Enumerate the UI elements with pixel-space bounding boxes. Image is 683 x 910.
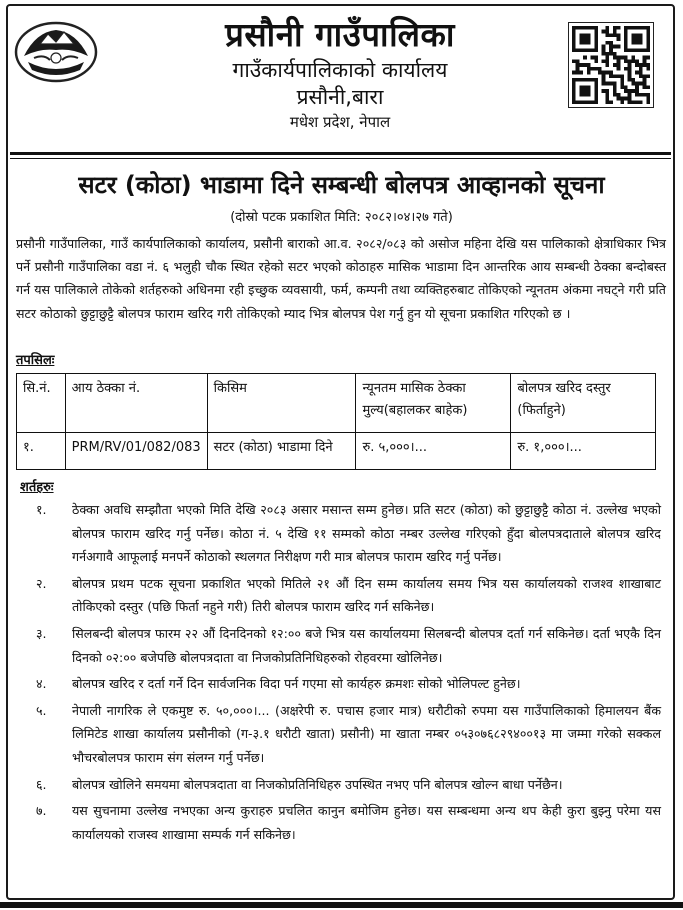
- cell-fee: रु. १,०००।...: [511, 433, 656, 470]
- list-item: [36, 699, 661, 770]
- term-number: २.: [36, 575, 47, 591]
- term-number: ४.: [36, 676, 47, 692]
- col-header-type: किसिम: [207, 374, 356, 433]
- term-text: ठेक्का अवधि सम्झौता भएको मिति देखि २०८३ असार मसान्त सम्म हुनेछ। प्रति सटर (कोठा) को छुट्टाछुट्टै कोठा नं. उल्लेख भएको बोलपत्र फाराम खरिद गर्नु पर्नेछ। कोठा नं. ५ देखि ११ सम्मको कोठा नम्बर उल्लेख गरिएको हुँदा बोलपत्रदाताले बोलपत्र खरिद गर्नअगावै आफूलाई मनपर्ने कोठाको स्थलगत निरीक्षण गरी मात्र बोलपत्र फाराम खरिद गर्नु पर्नेछ।: [72, 502, 661, 565]
- cell-contract-no: PRM/RV/01/082/083: [65, 433, 207, 470]
- col-header-min-rent: न्यूनतम मासिक ठेक्का मुल्य(बहालकर बाहेक): [356, 374, 511, 433]
- term-text: बोलपत्र प्रथम पटक सूचना प्रकाशित भएको मितिले २१ औं दिन सम्म कार्यालय समय भित्र यस कार्यालयको राजश्व शाखाबाट तोकिएको दस्तुर (पछि फिर्ता नहुने गरी) तिरी बोलपत्र फाराम खरिद गर्न सकिनेछ।: [72, 575, 661, 615]
- qr-code-icon: [568, 22, 654, 108]
- nepal-government-emblem-icon: [14, 18, 98, 84]
- term-number: ७.: [36, 803, 47, 819]
- term-number: ६.: [36, 776, 47, 792]
- term-number: १.: [36, 502, 47, 517]
- details-label: तपसिलः: [16, 353, 55, 368]
- table-header-row: [17, 374, 656, 433]
- header-divider-thin: [10, 158, 671, 159]
- term-text: बोलपत्र खरिद र दर्ता गर्ने दिन सार्वजनिक विदा पर्न गएमा सो कार्यहरु क्रमशः सोको भोलिपल्ट हुनेछ।: [72, 676, 521, 692]
- list-item: [36, 498, 661, 569]
- term-text: यस सुचनामा उल्लेख नभएका अन्य कुराहरु प्रचलित कानुन बमोजिम हुनेछ। यस सम्बन्धमा अन्य थप केही कुरा बुझ्नु परेमा यस कार्यालयको राजस्व शाखामा सम्पर्क गर्न सकिनेछ।: [72, 803, 661, 842]
- letterhead: [120, 14, 560, 134]
- header-divider: [10, 152, 671, 155]
- terms-list: [36, 498, 661, 849]
- province-country: मधेश प्रदेश, नेपाल: [289, 113, 391, 131]
- cell-serial: १.: [17, 433, 66, 470]
- term-text: बोलपत्र खोलिने समयमा बोलपत्रदाता वा निजकोप्रतिनिधिहरु उपस्थित नभए पनि बोलपत्र खोल्न बाधा पर्नेछैन।: [72, 776, 563, 792]
- office-name: गाउँकार्यपालिकाको कार्यालय: [232, 58, 448, 82]
- col-header-serial: सि.नं.: [17, 374, 66, 433]
- col-header-fee: बोलपत्र खरिद दस्तुर (फिर्ताहुने): [511, 374, 656, 433]
- table-row: [17, 433, 656, 470]
- list-item: [36, 773, 661, 797]
- cell-min-rent: रु. ५,०००।...: [356, 433, 511, 470]
- notice-intro: प्रसौनी गाउँपालिका, गाउँ कार्यपालिकाको कार्यालय, प्रसौनी बाराको आ.व. २०८२/०८३ को असोज महिना देखि यस पालिकाको क्षेत्राधिकार भित्र पर्ने प्रसौनी गाउँपालिका वडा नं. ६ भलुही चौक स्थित रहेको सटर भएको कोठाहरु मासिक भाडामा दिन आन्तरिक आय सम्बन्धी ठेक्का बन्दोबस्त गर्न यस पालिकाले तोकेको शर्तहरुको अधिनमा रही इच्छुक व्यवसायी, फर्म, कम्पनी तथा व्यक्तिहरुबाट तोकिएको न्यूनतम अंकमा नघट्ने गरी प्रति सटर कोठाको छुट्टाछुट्टै बोलपत्र फाराम खरिद गरी तोकिएको म्याद भित्र बोलपत्र पेश गर्नु हुन यो सूचना प्रकाशित गरिएको छ ।: [16, 236, 666, 321]
- list-item: [36, 799, 661, 846]
- list-item: [36, 622, 661, 669]
- list-item: [36, 572, 661, 619]
- tender-table: [16, 373, 656, 470]
- term-number: ५.: [36, 702, 47, 718]
- term-text: सिलबन्दी बोलपत्र फारम २२ औं दिनदिनको १२:०० बजे भित्र यस कार्यालयमा सिलबन्दी बोलपत्र दर्ता गर्न सकिनेछ। दर्ता भएकै दिन दिनको ०२:०० बजेपछि बोलपत्रदाता वा निजकोप्रतिनिधिहरुको रोहवरमा खोलिनेछ।: [72, 625, 661, 665]
- term-number: ३.: [36, 625, 47, 641]
- notice-title: सटर (कोठा) भाडामा दिने सम्बन्धी बोलपत्र आव्हानको सूचना: [78, 171, 605, 199]
- municipality-name: प्रसौनी गाउँपालिका: [225, 15, 455, 54]
- cell-type: सटर (कोठा) भाडामा दिने: [207, 433, 356, 470]
- col-header-contract-no: आय ठेक्का नं.: [65, 374, 207, 433]
- office-location: प्रसौनी,बारा: [296, 85, 384, 109]
- terms-label: शर्तहरुः: [20, 480, 54, 495]
- list-item: [36, 672, 661, 696]
- term-text: नेपाली नागरिक ले एकमुष्ट रु. ५०,०००।... (अक्षरेपी रु. पचास हजार मात्र) धरौटीको रुपमा यस गाउँपालिकाको हिमालयन बैंक लिमिटेड शाखा कार्यालय प्रसौनीको (ग-३.१ धरौटी खाता) प्रसौनी) मा खाता नम्बर ०५३०७६८२९४००१३ मा जम्मा गरेको सक्कल भौचरबोलपत्र फाराम संग संलग्न गर्नु पर्नेछ।: [72, 702, 661, 765]
- publication-date: (दोस्रो पटक प्रकाशित मिति: २०८२।०४।२७ गते): [230, 210, 453, 225]
- footer-rule: [0, 902, 683, 908]
